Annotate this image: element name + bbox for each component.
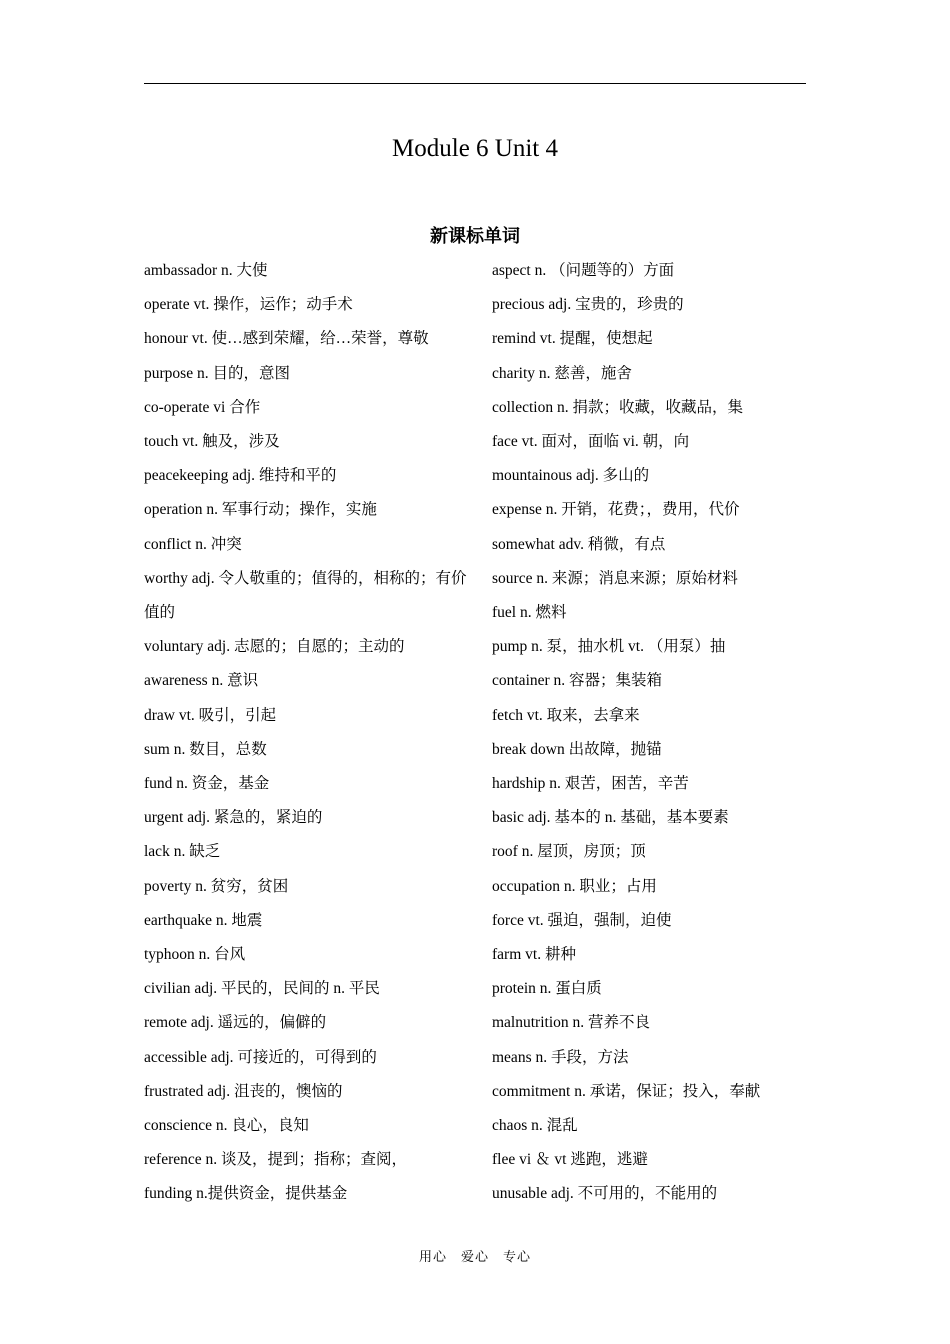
page-footer: 用心 爱心 专心 xyxy=(418,1249,531,1264)
vocab-entry: fuel n. 燃料 xyxy=(492,604,567,622)
vocab-entry: poverty n. 贫穷，贫困 xyxy=(144,877,289,895)
vocab-entry: earthquake n. 地震 xyxy=(144,911,263,929)
section-heading: 新课标单词 xyxy=(430,226,520,246)
vocab-entry: urgent adj. 紧急的，紧迫的 xyxy=(144,809,323,827)
vocab-entry: mountainous adj. 多山的 xyxy=(492,467,650,485)
vocab-entry: charity n. 慈善，施舍 xyxy=(492,364,632,382)
vocab-entry: collection n. 捐款；收藏，收藏品，集 xyxy=(492,398,743,416)
vocab-entry: roof n. 屋顶，房顶；顶 xyxy=(492,843,646,861)
vocab-entry: accessible adj. 可接近的，可得到的 xyxy=(144,1048,377,1066)
vocab-entry: unusable adj. 不可用的，不能用的 xyxy=(492,1185,718,1203)
vocab-entry: lack n. 缺乏 xyxy=(144,843,221,861)
vocab-entry: face vt. 面对，面临 vi. 朝，向 xyxy=(492,433,690,451)
vocab-entry: draw vt. 吸引，引起 xyxy=(144,706,277,724)
vocab-entry: frustrated adj. 沮丧的，懊恼的 xyxy=(144,1082,343,1100)
vocab-entry: somewhat adv. 稍微，有点 xyxy=(492,535,666,553)
vocab-entry: voluntary adj. 志愿的；自愿的；主动的 xyxy=(144,638,405,656)
vocab-entry: expense n. 开销，花费；，费用，代价 xyxy=(492,501,740,519)
header-rule xyxy=(144,83,806,84)
vocab-entry: awareness n. 意识 xyxy=(144,672,259,690)
vocab-entry: sum n. 数目，总数 xyxy=(144,740,267,758)
vocab-entry: flee vi ＆ vt 逃跑，逃避 xyxy=(492,1151,648,1169)
vocab-entry: conscience n. 良心，良知 xyxy=(144,1117,309,1135)
vocab-entry: protein n. 蛋白质 xyxy=(492,980,602,998)
vocab-entry: commitment n. 承诺，保证；投入，奉献 xyxy=(492,1082,761,1100)
vocab-entry: pump n. 泵，抽水机 vt. （用泵）抽 xyxy=(492,638,726,656)
vocab-entry: ambassador n. 大使 xyxy=(144,262,268,279)
vocab-entry: peacekeeping adj. 维持和平的 xyxy=(144,467,337,485)
vocab-entry: conflict n. 冲突 xyxy=(144,535,242,553)
vocab-entry: fund n. 资金，基金 xyxy=(144,775,270,793)
vocab-entry: co-operate vi 合作 xyxy=(144,398,261,416)
vocabulary-column-left xyxy=(144,254,469,1212)
vocab-entry: operate vt. 操作，运作；动手术 xyxy=(144,296,353,314)
page-title: Module 6 Unit 4 xyxy=(392,135,558,162)
vocabulary-column-right xyxy=(492,254,812,1212)
vocab-entry: worthy adj. 令人敬重的；值得的，相称的；有价值的 xyxy=(144,569,467,622)
vocab-entry: fetch vt. 取来，去拿来 xyxy=(492,706,640,724)
vocab-entry: honour vt. 使…感到荣耀，给…荣誉，尊敬 xyxy=(144,330,429,348)
vocab-entry: purpose n. 目的，意图 xyxy=(144,364,290,382)
vocab-entry: basic adj. 基本的 n. 基础，基本要素 xyxy=(492,809,729,827)
vocab-entry: operation n. 军事行动；操作，实施 xyxy=(144,501,377,519)
vocab-entry: malnutrition n. 营养不良 xyxy=(492,1014,651,1032)
vocab-entry: break down 出故障，抛锚 xyxy=(492,740,662,758)
vocab-entry: farm vt. 耕种 xyxy=(492,946,576,964)
vocab-entry: touch vt. 触及，涉及 xyxy=(144,433,280,451)
vocab-entry: source n. 来源；消息来源；原始材料 xyxy=(492,569,738,587)
vocab-entry: chaos n. 混乱 xyxy=(492,1117,578,1135)
vocab-entry: force vt. 强迫，强制，迫使 xyxy=(492,911,672,929)
vocab-entry: typhoon n. 台风 xyxy=(144,946,246,964)
vocab-entry: container n. 容器；集装箱 xyxy=(492,672,663,690)
vocab-entry: hardship n. 艰苦，困苦，辛苦 xyxy=(492,775,689,793)
vocab-entry: means n. 手段，方法 xyxy=(492,1048,629,1066)
vocab-entry: aspect n. （问题等的）方面 xyxy=(492,262,675,279)
vocab-entry: occupation n. 职业；占用 xyxy=(492,877,657,895)
vocab-entry: civilian adj. 平民的，民间的 n. 平民 xyxy=(144,980,380,998)
vocab-entry: funding n.提供资金，提供基金 xyxy=(144,1185,348,1203)
vocab-entry: reference n. 谈及，提到；指称；查阅， xyxy=(144,1151,408,1169)
vocab-entry: precious adj. 宝贵的，珍贵的 xyxy=(492,296,684,314)
vocab-entry: remote adj. 遥远的，偏僻的 xyxy=(144,1014,327,1032)
vocab-entry: remind vt. 提醒，使想起 xyxy=(492,330,653,348)
